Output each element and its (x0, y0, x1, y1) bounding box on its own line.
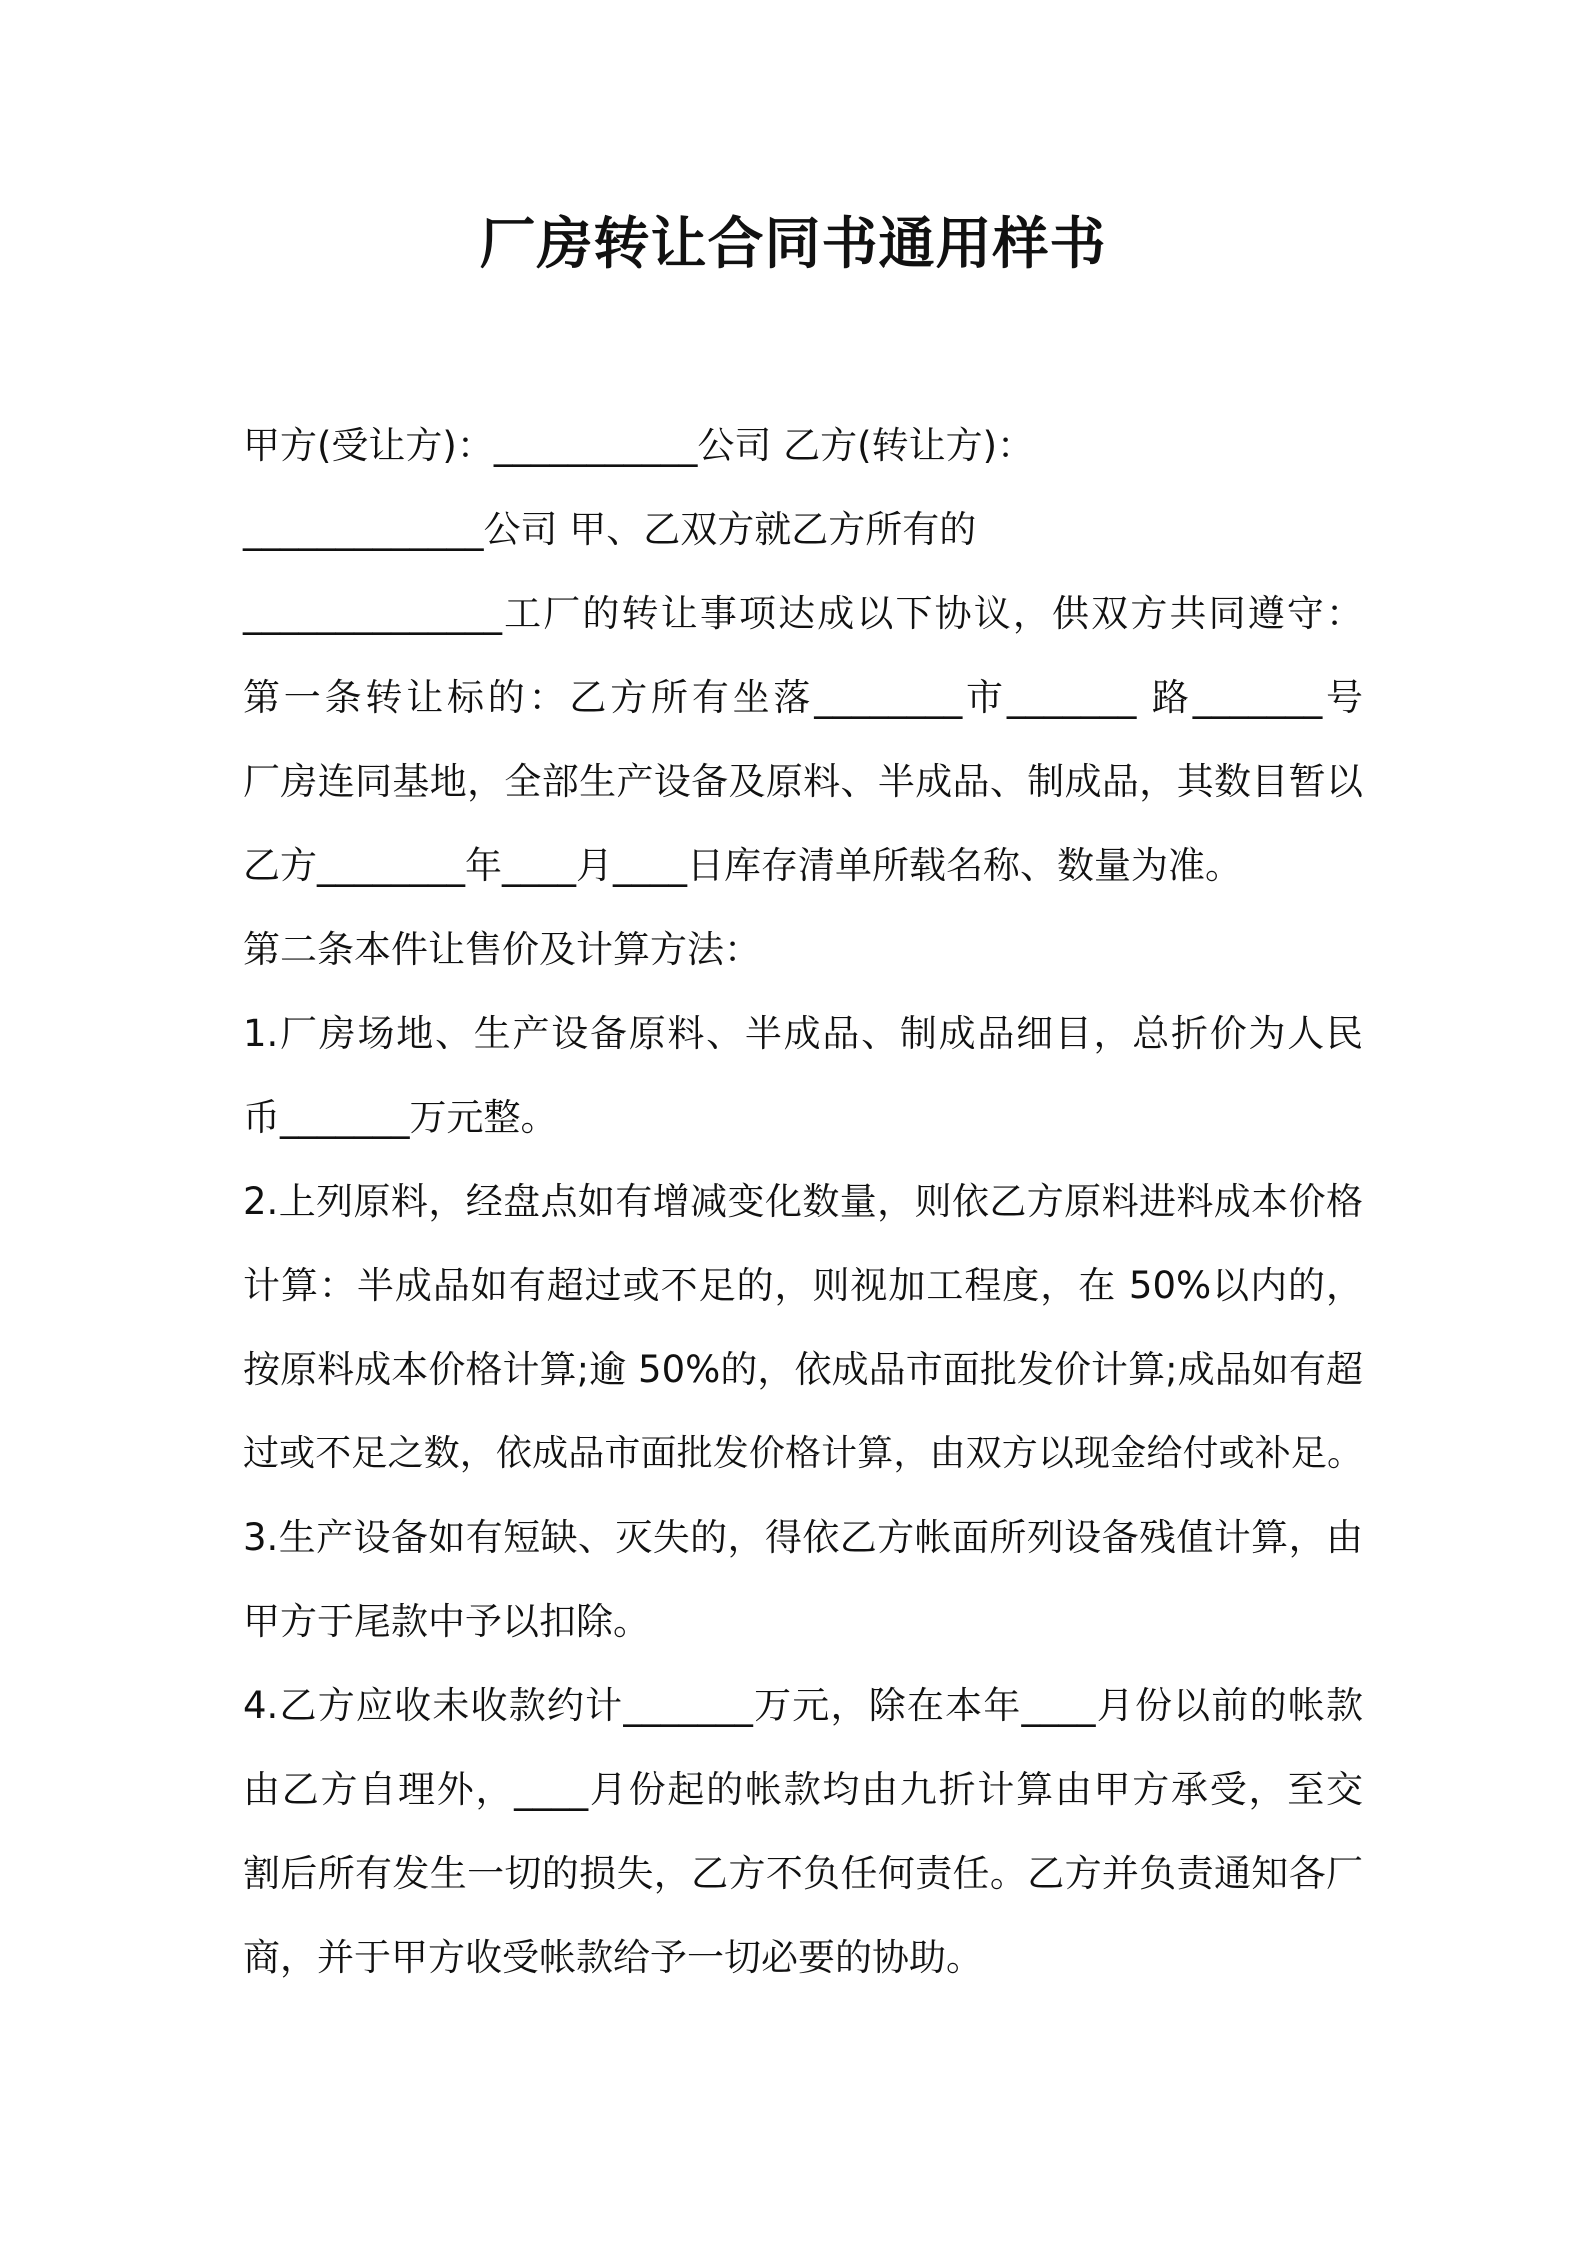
document-line: 第一条转让标的：乙方所有坐落________市_______ 路_______号 (243, 676, 1363, 719)
document-line: 4.乙方应收未收款约计_______万元，除在本年____月份以前的帐款 (243, 1684, 1363, 1727)
document-title: 厂房转让合同书通用样书 (479, 212, 1107, 277)
document-line: 过或不足之数，依成品市面批发价格计算，由双方以现金给付或补足。 (243, 1433, 1363, 1474)
document-line: 甲方于尾款中予以扣除。 (243, 1600, 650, 1643)
document-line: 乙方________年____月____日库存清单所载名称、数量为准。 (243, 844, 1242, 887)
document-body (243, 404, 1363, 2000)
document-line: 3.生产设备如有短缺、灭失的，得依乙方帐面所列设备残值计算，由 (243, 1516, 1363, 1559)
document-line: 商，并于甲方收受帐款给予一切必要的协助。 (243, 1936, 983, 1979)
document-line: 由乙方自理外，____月份起的帐款均由九折计算由甲方承受，至交 (243, 1768, 1363, 1811)
document-line: 1.厂房场地、生产设备原料、半成品、制成品细目，总折价为人民 (243, 1012, 1363, 1055)
document-line: 割后所有发生一切的损失，乙方不负任何责任。乙方并负责通知各厂 (243, 1852, 1363, 1895)
document-line: 2.上列原料，经盘点如有增减变化数量，则依乙方原料进料成本价格 (243, 1180, 1363, 1223)
document-line: 第二条本件让售价及计算方法： (243, 928, 761, 971)
document-line: 厂房连同基地，全部生产设备及原料、半成品、制成品，其数目暂以 (243, 760, 1363, 803)
document-line: 币_______万元整。 (243, 1096, 558, 1139)
document-line: 甲方(受让方)：___________公司 乙方(转让方)： (243, 424, 1035, 467)
document-line: _____________公司 甲、乙双方就乙方所有的 (243, 508, 977, 551)
document-line: ______________工厂的转让事项达成以下协议，供双方共同遵守： (243, 592, 1363, 635)
document-line: 计算：半成品如有超过或不足的，则视加工程度，在 50%以内的， (243, 1264, 1363, 1307)
document-line: 按原料成本价格计算;逾 50%的，依成品市面批发价计算;成品如有超 (243, 1348, 1363, 1391)
